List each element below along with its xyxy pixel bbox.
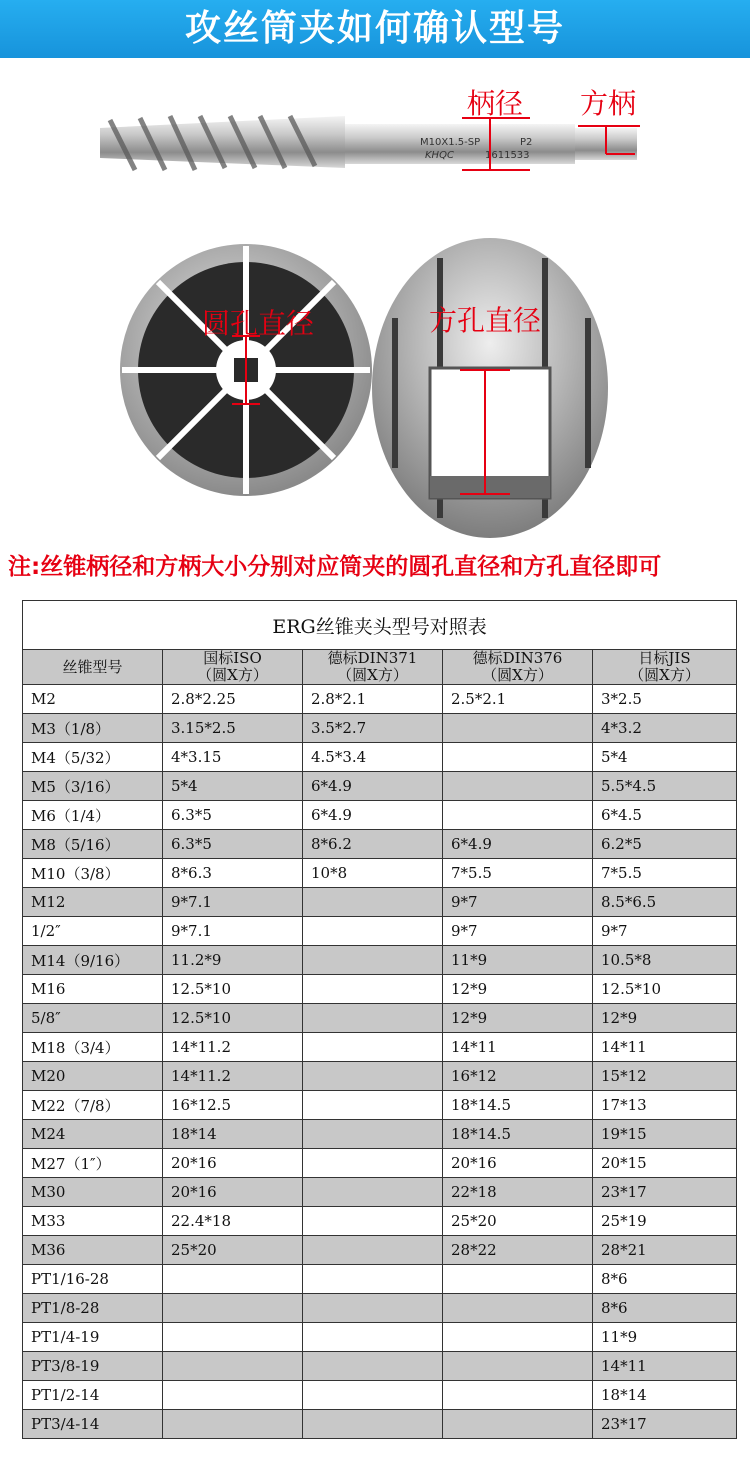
col-header-iso: 国标ISO （圆X方） [163, 650, 303, 685]
table-caption: ERG丝锥夹头型号对照表 [23, 601, 737, 650]
table-cell: 20*16 [163, 1178, 303, 1207]
table-cell: 8.5*6.5 [593, 888, 737, 917]
table-cell: 9*7 [443, 917, 593, 946]
page-title: 攻丝筒夹如何确认型号 [0, 0, 750, 58]
table-cell: 23*17 [593, 1410, 737, 1439]
table-cell: 16*12 [443, 1062, 593, 1091]
table-cell: 5/8″ [23, 1004, 163, 1033]
table-cell: 14*11 [593, 1033, 737, 1062]
table-cell [303, 1178, 443, 1207]
table-row [23, 917, 737, 946]
table-row [23, 714, 737, 743]
table-cell: PT1/8-28 [23, 1294, 163, 1323]
table-cell: M2 [23, 685, 163, 714]
table-cell: 12.5*10 [593, 975, 737, 1004]
table-cell: 12.5*10 [163, 975, 303, 1004]
table-cell: M36 [23, 1236, 163, 1265]
table-row [23, 1323, 737, 1352]
square-hole-label: 方孔直径 [428, 304, 542, 337]
table-row [23, 1294, 737, 1323]
table-cell: 9*7 [443, 888, 593, 917]
table-row [23, 859, 737, 888]
table-cell [303, 1410, 443, 1439]
table-cell: 2.8*2.25 [163, 685, 303, 714]
table-row [23, 1178, 737, 1207]
table-row [23, 1033, 737, 1062]
table-cell [303, 1091, 443, 1120]
round-hole-label: 圆孔直径 [201, 307, 315, 340]
square-label: 方柄 [579, 87, 637, 120]
table-row [23, 801, 737, 830]
tap-code: 1611533 [485, 150, 530, 161]
table-cell: 5.5*4.5 [593, 772, 737, 801]
table-cell: M20 [23, 1062, 163, 1091]
table-cell: 2.5*2.1 [443, 685, 593, 714]
table-cell: 20*15 [593, 1149, 737, 1178]
table-cell: 6.2*5 [593, 830, 737, 859]
table-cell [303, 917, 443, 946]
table-cell [443, 1294, 593, 1323]
table-cell: M10（3/8） [23, 859, 163, 888]
table-cell: 2.8*2.1 [303, 685, 443, 714]
table-cell [303, 1120, 443, 1149]
table-cell: 8*6 [593, 1294, 737, 1323]
comparison-table [22, 600, 737, 1439]
table-cell: 6*4.9 [443, 830, 593, 859]
table-cell: M4（5/32） [23, 743, 163, 772]
table-cell: 17*13 [593, 1091, 737, 1120]
table-cell: 14*11 [443, 1033, 593, 1062]
table-cell: 20*16 [443, 1149, 593, 1178]
table-cell: 7*5.5 [593, 859, 737, 888]
table-cell: PT1/2-14 [23, 1381, 163, 1410]
table-cell: 23*17 [593, 1178, 737, 1207]
table-cell [443, 1352, 593, 1381]
table-cell: 8*6.2 [303, 830, 443, 859]
table-cell: 8*6 [593, 1265, 737, 1294]
table-row [23, 1236, 737, 1265]
table-cell [163, 1265, 303, 1294]
table-cell: 6*4.5 [593, 801, 737, 830]
table-cell: 28*21 [593, 1236, 737, 1265]
table-cell: 6*4.9 [303, 772, 443, 801]
table-cell: 11.2*9 [163, 946, 303, 975]
table-cell [303, 1207, 443, 1236]
table-cell: M33 [23, 1207, 163, 1236]
tap-illustration [100, 116, 640, 170]
table-row [23, 975, 737, 1004]
note-text: 注:丝锥柄径和方柄大小分别对应筒夹的圆孔直径和方孔直径即可 [8, 554, 662, 580]
table-cell: M18（3/4） [23, 1033, 163, 1062]
table-row [23, 743, 737, 772]
table-cell: M22（7/8） [23, 1091, 163, 1120]
table-cell: 28*22 [443, 1236, 593, 1265]
table-cell: 18*14.5 [443, 1120, 593, 1149]
table-cell: M14（9/16） [23, 946, 163, 975]
table-cell: 6.3*5 [163, 830, 303, 859]
table-cell: 4*3.2 [593, 714, 737, 743]
table-row [23, 1091, 737, 1120]
table-cell: 1/2″ [23, 917, 163, 946]
table-row [23, 1120, 737, 1149]
table-cell: 10*8 [303, 859, 443, 888]
table-cell [303, 946, 443, 975]
table-row [23, 946, 737, 975]
table-cell: 14*11.2 [163, 1033, 303, 1062]
table-cell [163, 1323, 303, 1352]
table-cell: M6（1/4） [23, 801, 163, 830]
table-cell: PT3/4-14 [23, 1410, 163, 1439]
table-row [23, 888, 737, 917]
table-cell: 5*4 [593, 743, 737, 772]
table-cell [443, 743, 593, 772]
table-row [23, 1207, 737, 1236]
table-cell: 16*12.5 [163, 1091, 303, 1120]
table-cell: 3*2.5 [593, 685, 737, 714]
table-cell [303, 1352, 443, 1381]
table-cell: 20*16 [163, 1149, 303, 1178]
tap-marking: M10X1.5-SP [420, 137, 481, 148]
table-row [23, 1149, 737, 1178]
table-row [23, 685, 737, 714]
table-cell: 9*7 [593, 917, 737, 946]
col-header-din371: 德标DIN371 （圆X方） [303, 650, 443, 685]
table-cell: 12.5*10 [163, 1004, 303, 1033]
table-cell: 12*9 [593, 1004, 737, 1033]
table-cell [443, 1410, 593, 1439]
table-cell: M24 [23, 1120, 163, 1149]
table-cell [303, 975, 443, 1004]
table-cell: PT1/16-28 [23, 1265, 163, 1294]
table-cell: 19*15 [593, 1120, 737, 1149]
table-cell: M8（5/16） [23, 830, 163, 859]
product-photo [0, 58, 750, 538]
table-cell [303, 1323, 443, 1352]
table-cell: PT3/8-19 [23, 1352, 163, 1381]
table-cell: 14*11 [593, 1352, 737, 1381]
table-cell [303, 1381, 443, 1410]
table-cell: 7*5.5 [443, 859, 593, 888]
table-cell: 10.5*8 [593, 946, 737, 975]
square-hole-collet [372, 238, 608, 538]
table-header-row [23, 650, 737, 685]
table-cell: 11*9 [443, 946, 593, 975]
table-row [23, 1062, 737, 1091]
table-cell: 6.3*5 [163, 801, 303, 830]
table-cell: 22*18 [443, 1178, 593, 1207]
table-cell [303, 1062, 443, 1091]
table-cell: 12*9 [443, 1004, 593, 1033]
table-cell: 18*14.5 [443, 1091, 593, 1120]
table-cell [163, 1410, 303, 1439]
table-cell [163, 1294, 303, 1323]
table-cell [163, 1352, 303, 1381]
table-cell: 15*12 [593, 1062, 737, 1091]
table-cell: 25*19 [593, 1207, 737, 1236]
table-row [23, 1410, 737, 1439]
table-cell: 6*4.9 [303, 801, 443, 830]
table-cell: M27（1″） [23, 1149, 163, 1178]
table-cell [303, 1004, 443, 1033]
table-cell: 18*14 [163, 1120, 303, 1149]
table-cell [303, 888, 443, 917]
table-cell: 25*20 [163, 1236, 303, 1265]
table-cell: 12*9 [443, 975, 593, 1004]
table-row [23, 1004, 737, 1033]
table-cell: M5（3/16） [23, 772, 163, 801]
table-row [23, 1265, 737, 1294]
table-cell: M12 [23, 888, 163, 917]
table-row [23, 830, 737, 859]
table-cell [163, 1381, 303, 1410]
table-cell [443, 714, 593, 743]
table-cell [443, 801, 593, 830]
table-cell: 4*3.15 [163, 743, 303, 772]
table-cell [303, 1294, 443, 1323]
col-header-din376: 德标DIN376 （圆X方） [443, 650, 593, 685]
table-cell [303, 1265, 443, 1294]
table-cell [443, 772, 593, 801]
table-cell [303, 1033, 443, 1062]
table-cell: PT1/4-19 [23, 1323, 163, 1352]
table-row [23, 772, 737, 801]
table-cell: 4.5*3.4 [303, 743, 443, 772]
col-header-jis: 日标JIS （圆X方） [593, 650, 737, 685]
table-cell: 8*6.3 [163, 859, 303, 888]
table-cell [443, 1265, 593, 1294]
table-cell: M30 [23, 1178, 163, 1207]
table-cell [303, 1149, 443, 1178]
shank-label: 柄径 [466, 87, 524, 120]
table-cell [443, 1381, 593, 1410]
table-cell: 14*11.2 [163, 1062, 303, 1091]
table-cell: 3.5*2.7 [303, 714, 443, 743]
table-row [23, 1381, 737, 1410]
table-cell: 3.15*2.5 [163, 714, 303, 743]
tap-marking-p2: P2 [520, 137, 533, 148]
table-cell: 11*9 [593, 1323, 737, 1352]
table-cell: M3（1/8） [23, 714, 163, 743]
table-cell [303, 1236, 443, 1265]
table-cell: 9*7.1 [163, 917, 303, 946]
table-row [23, 1352, 737, 1381]
table-cell: 25*20 [443, 1207, 593, 1236]
table-cell: 22.4*18 [163, 1207, 303, 1236]
table-cell: 18*14 [593, 1381, 737, 1410]
col-header-tap-model: 丝锥型号 [23, 650, 163, 685]
table-cell: 9*7.1 [163, 888, 303, 917]
round-hole-collet [120, 244, 372, 496]
table-cell: 5*4 [163, 772, 303, 801]
tap-brand: KHQC [425, 150, 454, 161]
table-cell: M16 [23, 975, 163, 1004]
table-cell [443, 1323, 593, 1352]
